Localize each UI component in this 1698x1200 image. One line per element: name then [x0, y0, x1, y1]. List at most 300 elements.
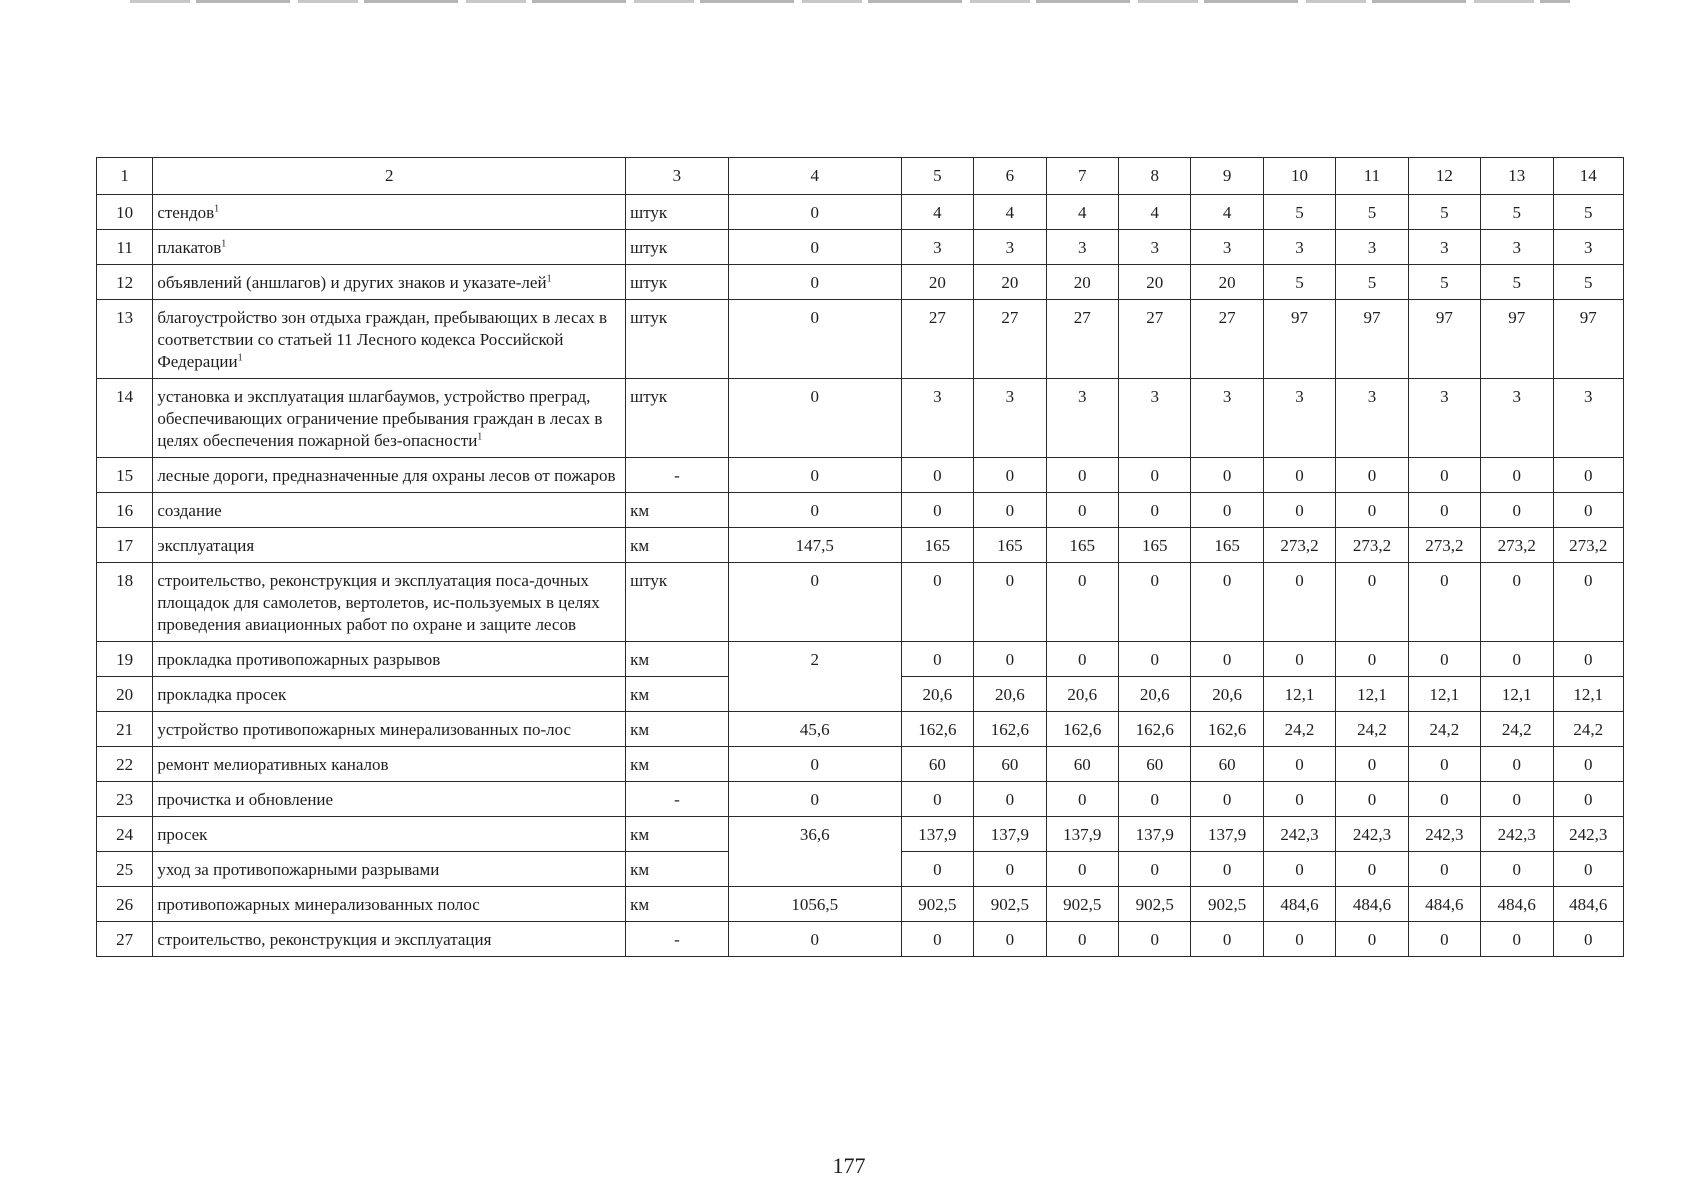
- unit-cell: -: [626, 922, 729, 957]
- row-number: 26: [97, 887, 153, 922]
- measure-name-text: устройство противопожарных минерализованных по-лос: [157, 720, 572, 739]
- unit-cell: штук: [626, 379, 729, 458]
- table-row: [97, 887, 1624, 922]
- year-value: 0: [1481, 922, 1553, 957]
- row-number: 10: [97, 195, 153, 230]
- year-value: 24,2: [1336, 712, 1408, 747]
- year-value: 3: [1046, 230, 1118, 265]
- year-value: 3: [1046, 379, 1118, 458]
- row-number: 22: [97, 747, 153, 782]
- year-value: 0: [1263, 458, 1335, 493]
- measure-name: [153, 493, 626, 528]
- baseline-value: 36,6: [728, 817, 901, 887]
- measure-name-text: установка и эксплуатация шлагбаумов, устройство преград, обеспечивающих ограничение пребывания граждан в лесах в целях обеспечения пожарной без-опасности: [157, 387, 603, 450]
- baseline-value: 147,5: [728, 528, 901, 563]
- year-value: 0: [1118, 493, 1190, 528]
- table-row: [97, 747, 1624, 782]
- year-value: 3: [1263, 379, 1335, 458]
- year-value: 0: [1191, 782, 1263, 817]
- year-value: 27: [901, 300, 973, 379]
- measure-name: [153, 817, 626, 852]
- footnote-mark: 1: [214, 203, 220, 215]
- year-value: 27: [1191, 300, 1263, 379]
- unit-cell: км: [626, 712, 729, 747]
- unit-cell: штук: [626, 563, 729, 642]
- year-value: 0: [1263, 782, 1335, 817]
- year-value: 0: [1263, 493, 1335, 528]
- forest-measures-table: [96, 157, 1624, 957]
- year-value: 484,6: [1336, 887, 1408, 922]
- unit-cell: км: [626, 887, 729, 922]
- row-number: 16: [97, 493, 153, 528]
- unit-cell: -: [626, 458, 729, 493]
- measure-name-text: ремонт мелиоративных каналов: [157, 755, 389, 774]
- table-row: [97, 300, 1624, 379]
- year-value: 273,2: [1481, 528, 1553, 563]
- year-value: 0: [1046, 493, 1118, 528]
- row-number: 12: [97, 265, 153, 300]
- year-value: 3: [1336, 230, 1408, 265]
- year-value: 3: [1553, 230, 1623, 265]
- year-value: 60: [1118, 747, 1190, 782]
- year-value: 20,6: [1118, 677, 1190, 712]
- measure-name: [153, 852, 626, 887]
- year-value: 0: [1481, 782, 1553, 817]
- footnote-mark: 1: [221, 238, 227, 250]
- year-value: 0: [1408, 852, 1480, 887]
- year-value: 0: [1046, 922, 1118, 957]
- year-value: 4: [974, 195, 1046, 230]
- row-number: 24: [97, 817, 153, 852]
- column-header: 2: [153, 158, 626, 195]
- year-value: 12,1: [1408, 677, 1480, 712]
- table-row: [97, 493, 1624, 528]
- year-value: 242,3: [1481, 817, 1553, 852]
- year-value: 24,2: [1408, 712, 1480, 747]
- year-value: 0: [974, 563, 1046, 642]
- year-value: 484,6: [1553, 887, 1623, 922]
- row-number: 20: [97, 677, 153, 712]
- year-value: 902,5: [901, 887, 973, 922]
- year-value: 12,1: [1481, 677, 1553, 712]
- year-value: 3: [1408, 379, 1480, 458]
- year-value: 3: [1481, 379, 1553, 458]
- table-row: [97, 712, 1624, 747]
- year-value: 0: [1336, 782, 1408, 817]
- row-number: 19: [97, 642, 153, 677]
- year-value: 3: [974, 230, 1046, 265]
- year-value: 0: [901, 642, 973, 677]
- year-value: 5: [1553, 195, 1623, 230]
- measure-name: [153, 300, 626, 379]
- baseline-value: 0: [728, 230, 901, 265]
- table-row: [97, 817, 1624, 852]
- year-value: 0: [1553, 493, 1623, 528]
- year-value: 27: [974, 300, 1046, 379]
- year-value: 0: [1191, 563, 1263, 642]
- year-value: 165: [901, 528, 973, 563]
- year-value: 0: [901, 493, 973, 528]
- year-value: 0: [1263, 922, 1335, 957]
- year-value: 0: [1336, 642, 1408, 677]
- unit-cell: км: [626, 817, 729, 852]
- baseline-value: 2: [728, 642, 901, 712]
- baseline-value: 1056,5: [728, 887, 901, 922]
- year-value: 5: [1336, 265, 1408, 300]
- year-value: 20,6: [1191, 677, 1263, 712]
- year-value: 0: [974, 458, 1046, 493]
- year-value: 165: [974, 528, 1046, 563]
- measure-name-text: эксплуатация: [157, 536, 255, 555]
- measure-name-text: стендов: [157, 203, 215, 222]
- year-value: 0: [1553, 458, 1623, 493]
- year-value: 0: [1553, 782, 1623, 817]
- year-value: 0: [1481, 852, 1553, 887]
- year-value: 137,9: [1191, 817, 1263, 852]
- measure-name: [153, 379, 626, 458]
- unit-cell: -: [626, 782, 729, 817]
- year-value: 5: [1336, 195, 1408, 230]
- year-value: 20: [974, 265, 1046, 300]
- table-row: [97, 642, 1624, 677]
- year-value: 20,6: [901, 677, 973, 712]
- year-value: 4: [1118, 195, 1190, 230]
- baseline-value: 0: [728, 379, 901, 458]
- table-row: [97, 782, 1624, 817]
- year-value: 5: [1408, 195, 1480, 230]
- row-number: 27: [97, 922, 153, 957]
- unit-cell: км: [626, 677, 729, 712]
- footnote-mark: 1: [477, 431, 483, 443]
- row-number: 21: [97, 712, 153, 747]
- column-header: 3: [626, 158, 729, 195]
- year-value: 0: [1336, 747, 1408, 782]
- baseline-value: 0: [728, 782, 901, 817]
- unit-cell: км: [626, 642, 729, 677]
- table-row: [97, 922, 1624, 957]
- table-header-row: [97, 158, 1624, 195]
- year-value: 3: [974, 379, 1046, 458]
- baseline-value: 45,6: [728, 712, 901, 747]
- year-value: 0: [1481, 458, 1553, 493]
- year-value: 0: [1553, 852, 1623, 887]
- year-value: 0: [1263, 747, 1335, 782]
- year-value: 902,5: [974, 887, 1046, 922]
- baseline-value: 0: [728, 563, 901, 642]
- year-value: 0: [1191, 922, 1263, 957]
- year-value: 97: [1481, 300, 1553, 379]
- year-value: 5: [1481, 265, 1553, 300]
- year-value: 0: [1191, 852, 1263, 887]
- year-value: 0: [1046, 642, 1118, 677]
- year-value: 0: [1408, 493, 1480, 528]
- year-value: 5: [1481, 195, 1553, 230]
- year-value: 3: [1336, 379, 1408, 458]
- year-value: 97: [1408, 300, 1480, 379]
- year-value: 0: [901, 922, 973, 957]
- year-value: 24,2: [1553, 712, 1623, 747]
- year-value: 0: [1046, 852, 1118, 887]
- year-value: 3: [1118, 379, 1190, 458]
- year-value: 12,1: [1263, 677, 1335, 712]
- year-value: 20,6: [974, 677, 1046, 712]
- year-value: 3: [901, 379, 973, 458]
- unit-cell: штук: [626, 230, 729, 265]
- row-number: 14: [97, 379, 153, 458]
- column-header: 10: [1263, 158, 1335, 195]
- year-value: 60: [901, 747, 973, 782]
- year-value: 242,3: [1408, 817, 1480, 852]
- year-value: 273,2: [1553, 528, 1623, 563]
- column-header: 13: [1481, 158, 1553, 195]
- year-value: 162,6: [1118, 712, 1190, 747]
- row-number: 25: [97, 852, 153, 887]
- year-value: 0: [1553, 747, 1623, 782]
- column-header: 11: [1336, 158, 1408, 195]
- year-value: 484,6: [1481, 887, 1553, 922]
- year-value: 0: [1408, 458, 1480, 493]
- measure-name: [153, 887, 626, 922]
- unit-cell: штук: [626, 195, 729, 230]
- year-value: 902,5: [1118, 887, 1190, 922]
- column-header: 5: [901, 158, 973, 195]
- baseline-value: 0: [728, 195, 901, 230]
- measure-name: [153, 265, 626, 300]
- year-value: 4: [901, 195, 973, 230]
- year-value: 137,9: [974, 817, 1046, 852]
- page-number: 177: [832, 1153, 866, 1178]
- year-value: 0: [1191, 493, 1263, 528]
- measure-name-text: противопожарных минерализованных полос: [157, 895, 480, 914]
- measure-name: [153, 642, 626, 677]
- table-row: [97, 265, 1624, 300]
- year-value: 484,6: [1408, 887, 1480, 922]
- year-value: 165: [1046, 528, 1118, 563]
- table-row: [97, 458, 1624, 493]
- year-value: 0: [1481, 642, 1553, 677]
- year-value: 20,6: [1046, 677, 1118, 712]
- year-value: 0: [1408, 782, 1480, 817]
- year-value: 0: [901, 458, 973, 493]
- year-value: 20: [1118, 265, 1190, 300]
- column-header: 6: [974, 158, 1046, 195]
- year-value: 162,6: [1046, 712, 1118, 747]
- year-value: 20: [1191, 265, 1263, 300]
- row-number: 15: [97, 458, 153, 493]
- year-value: 0: [1118, 642, 1190, 677]
- row-number: 17: [97, 528, 153, 563]
- row-number: 11: [97, 230, 153, 265]
- year-value: 3: [1118, 230, 1190, 265]
- year-value: 162,6: [901, 712, 973, 747]
- measure-name: [153, 922, 626, 957]
- year-value: 0: [974, 642, 1046, 677]
- year-value: 4: [1191, 195, 1263, 230]
- measure-name: [153, 747, 626, 782]
- year-value: 0: [1118, 563, 1190, 642]
- year-value: 137,9: [1118, 817, 1190, 852]
- year-value: 97: [1553, 300, 1623, 379]
- year-value: 0: [1336, 493, 1408, 528]
- year-value: 0: [901, 852, 973, 887]
- year-value: 27: [1118, 300, 1190, 379]
- year-value: 0: [1118, 922, 1190, 957]
- row-number: 18: [97, 563, 153, 642]
- year-value: 3: [1408, 230, 1480, 265]
- unit-cell: км: [626, 528, 729, 563]
- year-value: 0: [1408, 747, 1480, 782]
- year-value: 0: [1336, 458, 1408, 493]
- measure-name: [153, 230, 626, 265]
- measure-name-text: благоустройство зон отдыха граждан, пребывающих в лесах в соответствии со статьей 11 Лесного кодекса Российской Федерации: [157, 308, 608, 371]
- measure-name: [153, 195, 626, 230]
- year-value: 0: [1118, 458, 1190, 493]
- measure-name-text: объявлений (аншлагов) и других знаков и указате-лей: [157, 273, 547, 292]
- measure-name: [153, 563, 626, 642]
- year-value: 5: [1263, 265, 1335, 300]
- year-value: 0: [1118, 782, 1190, 817]
- year-value: 242,3: [1336, 817, 1408, 852]
- measure-name-text: создание: [157, 501, 222, 520]
- year-value: 0: [1336, 922, 1408, 957]
- column-header: 4: [728, 158, 901, 195]
- measure-name-text: строительство, реконструкция и эксплуатация: [157, 930, 492, 949]
- unit-cell: штук: [626, 265, 729, 300]
- table-row: [97, 195, 1624, 230]
- year-value: 0: [974, 922, 1046, 957]
- row-number: 13: [97, 300, 153, 379]
- year-value: 60: [1046, 747, 1118, 782]
- year-value: 0: [1408, 563, 1480, 642]
- column-header: 9: [1191, 158, 1263, 195]
- baseline-value: 0: [728, 265, 901, 300]
- year-value: 3: [1191, 230, 1263, 265]
- year-value: 3: [901, 230, 973, 265]
- year-value: 0: [1263, 642, 1335, 677]
- year-value: 902,5: [1191, 887, 1263, 922]
- year-value: 3: [1263, 230, 1335, 265]
- unit-cell: км: [626, 493, 729, 528]
- year-value: 0: [1263, 852, 1335, 887]
- measure-name-text: прокладка просек: [157, 685, 287, 704]
- measure-name-text: лесные дороги, предназначенные для охраны лесов от пожаров: [157, 466, 616, 485]
- year-value: 0: [1553, 922, 1623, 957]
- year-value: 20: [1046, 265, 1118, 300]
- column-header: 1: [97, 158, 153, 195]
- year-value: 242,3: [1553, 817, 1623, 852]
- year-value: 27: [1046, 300, 1118, 379]
- year-value: 0: [1336, 852, 1408, 887]
- year-value: 97: [1263, 300, 1335, 379]
- year-value: 5: [1408, 265, 1480, 300]
- year-value: 0: [1118, 852, 1190, 887]
- year-value: 0: [1408, 642, 1480, 677]
- year-value: 242,3: [1263, 817, 1335, 852]
- baseline-value: 0: [728, 458, 901, 493]
- year-value: 0: [974, 852, 1046, 887]
- year-value: 0: [1481, 563, 1553, 642]
- year-value: 137,9: [901, 817, 973, 852]
- year-value: 273,2: [1263, 528, 1335, 563]
- year-value: 20: [901, 265, 973, 300]
- baseline-value: 0: [728, 300, 901, 379]
- measure-name-text: просек: [157, 825, 208, 844]
- year-value: 162,6: [1191, 712, 1263, 747]
- baseline-value: 0: [728, 747, 901, 782]
- year-value: 97: [1336, 300, 1408, 379]
- year-value: 3: [1191, 379, 1263, 458]
- measure-name-text: прокладка противопожарных разрывов: [157, 650, 441, 669]
- year-value: 0: [901, 563, 973, 642]
- year-value: 273,2: [1408, 528, 1480, 563]
- measure-name: [153, 782, 626, 817]
- table-row: [97, 230, 1624, 265]
- year-value: 0: [1191, 458, 1263, 493]
- year-value: 902,5: [1046, 887, 1118, 922]
- measure-name-text: строительство, реконструкция и эксплуатация поса-дочных площадок для самолетов, вертолетов, ис-пользуемых в целях проведения авиационных работ по охране и защите лесов: [157, 571, 600, 634]
- year-value: 5: [1553, 265, 1623, 300]
- year-value: 0: [974, 493, 1046, 528]
- measure-name: [153, 528, 626, 563]
- year-value: 0: [1408, 922, 1480, 957]
- year-value: 12,1: [1553, 677, 1623, 712]
- unit-cell: км: [626, 747, 729, 782]
- year-value: 162,6: [974, 712, 1046, 747]
- scan-artifact-line: [130, 0, 1570, 3]
- year-value: 0: [974, 782, 1046, 817]
- measure-name-text: уход за противопожарными разрывами: [157, 860, 440, 879]
- measure-name-text: плакатов: [157, 238, 222, 257]
- year-value: 24,2: [1263, 712, 1335, 747]
- year-value: 5: [1263, 195, 1335, 230]
- table-row: [97, 528, 1624, 563]
- year-value: 484,6: [1263, 887, 1335, 922]
- column-header: 7: [1046, 158, 1118, 195]
- measure-name: [153, 712, 626, 747]
- year-value: 60: [1191, 747, 1263, 782]
- year-value: 0: [1191, 642, 1263, 677]
- year-value: 0: [1046, 563, 1118, 642]
- baseline-value: 0: [728, 922, 901, 957]
- year-value: 3: [1553, 379, 1623, 458]
- year-value: 0: [901, 782, 973, 817]
- year-value: 165: [1118, 528, 1190, 563]
- year-value: 273,2: [1336, 528, 1408, 563]
- year-value: 24,2: [1481, 712, 1553, 747]
- year-value: 165: [1191, 528, 1263, 563]
- baseline-value: 0: [728, 493, 901, 528]
- column-header: 8: [1118, 158, 1190, 195]
- year-value: 137,9: [1046, 817, 1118, 852]
- year-value: 0: [1263, 563, 1335, 642]
- year-value: 0: [1046, 782, 1118, 817]
- table-row: [97, 379, 1624, 458]
- unit-cell: км: [626, 852, 729, 887]
- year-value: 3: [1481, 230, 1553, 265]
- year-value: 0: [1481, 747, 1553, 782]
- footnote-mark: 1: [546, 273, 552, 285]
- column-header: 12: [1408, 158, 1480, 195]
- year-value: 12,1: [1336, 677, 1408, 712]
- row-number: 23: [97, 782, 153, 817]
- measure-name-text: прочистка и обновление: [157, 790, 334, 809]
- year-value: 0: [1553, 563, 1623, 642]
- year-value: 60: [974, 747, 1046, 782]
- unit-cell: штук: [626, 300, 729, 379]
- column-header: 14: [1553, 158, 1623, 195]
- table-row: [97, 563, 1624, 642]
- year-value: 0: [1481, 493, 1553, 528]
